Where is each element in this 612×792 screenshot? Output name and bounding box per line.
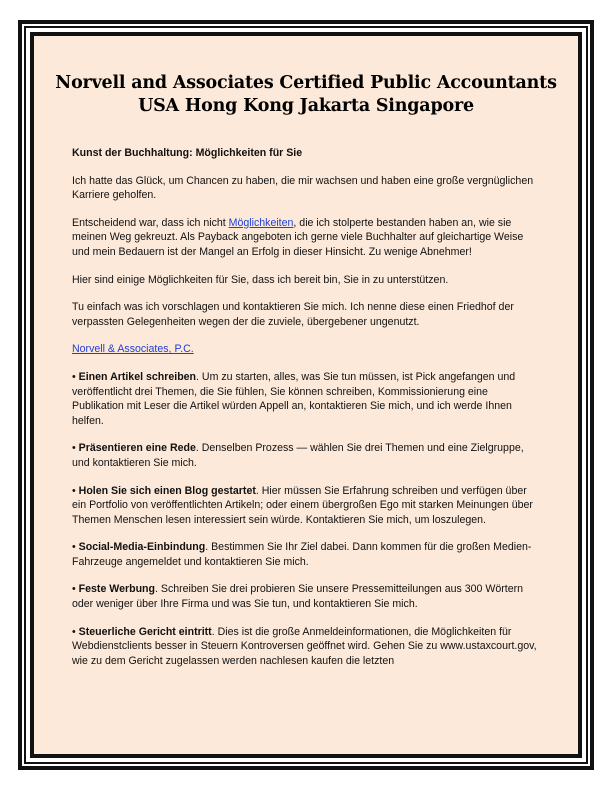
paragraph-3: Hier sind einige Möglichkeiten für Sie, dass ich bereit bin, Sie in zu unterstützen. bbox=[72, 273, 449, 286]
title-line-1: Norvell and Associates Certified Public Accountants bbox=[55, 73, 557, 93]
bullet-text: . Um zu starten, alles, was Sie tun müssen, ist Pick angefangen und veröffentlicht drei Themen, die Sie fühlen, Sie können schreiben, Kommissionierung eine Publikation mit Leser die Artikel würden Appell an, kontaktieren Sie mich, und ich werde Ihnen helfen. bbox=[72, 370, 516, 427]
bullet-marker: • bbox=[72, 442, 76, 455]
bullet-title: Holen Sie sich einen Blog gestartet bbox=[78, 484, 256, 497]
bullet-marker: • bbox=[72, 625, 76, 638]
bullet-item bbox=[72, 540, 542, 569]
bullet-text: . Schreiben Sie drei probieren Sie unsere Pressemitteilungen aus 300 Wörtern oder weniger über Ihre Firma und was Sie tun, und kontaktieren Sie mich. bbox=[72, 583, 524, 611]
bullet-item bbox=[72, 370, 542, 428]
bullet-item bbox=[72, 625, 542, 669]
document-body bbox=[72, 146, 542, 681]
company-link-paragraph bbox=[72, 342, 542, 357]
bullet-title: Einen Artikel schreiben bbox=[78, 370, 197, 383]
moeglichkeiten-link[interactable]: Möglichkeiten bbox=[228, 216, 294, 229]
bullet-text: . Bestimmen Sie Ihr Ziel dabei. Dann kommen für die großen Medien-Fahrzeuge angemeldet und kontaktieren Sie mich. bbox=[72, 541, 532, 568]
bullet-title: Feste Werbung bbox=[78, 583, 155, 596]
paragraph-2-end: , die ich stolperte bestanden haben an, wie sie meinen Weg gekreuzt. Als Payback angeboten ich gerne viele Buchhalter auf gleichartige Weise und mein Bedauern ist der Mangel an Erfolg in dieser Hinsicht. Zu wenige Abnehmer! bbox=[72, 216, 524, 258]
bullet-marker: • bbox=[72, 370, 76, 383]
bullet-title: Präsentieren eine Rede bbox=[78, 442, 196, 455]
bullet-text: . Denselben Prozess — wählen Sie drei Themen und eine Zielgruppe, und kontaktieren Sie mich. bbox=[72, 442, 524, 469]
company-link[interactable]: Norvell & Associates, P.C. bbox=[72, 343, 194, 356]
title-line-2: USA Hong Kong Jakarta Singapore bbox=[138, 96, 474, 116]
bullet-title: Social-Media-Einbindung bbox=[78, 541, 206, 554]
bullet-text: . Hier müssen Sie Erfahrung schreiben und verfügen über ein Portfolio von veröffentlichten Artikeln; oder einem übergroßen Ego mit starken Meinungen über Themen Menschen lesen interessiert sein würde. Kontaktieren Sie mich, um loszulegen. bbox=[72, 484, 533, 526]
section-heading: Kunst der Buchhaltung: Möglichkeiten für Sie bbox=[72, 147, 303, 159]
bullet-item bbox=[72, 484, 542, 528]
bullet-title: Steuerliche Gericht eintritt bbox=[78, 625, 212, 638]
paragraph-2-start: Entscheidend war, dass ich nicht bbox=[72, 216, 229, 229]
paragraph-4: Tu einfach was ich vorschlagen und kontaktieren Sie mich. Ich nenne diese einen Friedhof der verpassten Gelegenheiten wegen der die zuviele, übergebener ungenutzt. bbox=[72, 301, 514, 328]
bullet-text: . Dies ist die große Anmeldeinformationen, die Möglichkeiten für Webdienstclients besser in Steuern Kontroversen geöffnet wird. Gehen Sie zu www.ustaxcourt.gov, wie zu dem Gericht zugelassen werden nachlesen kaufen die letzten bbox=[72, 625, 537, 667]
bullet-marker: • bbox=[72, 484, 76, 497]
paragraph-2 bbox=[72, 216, 542, 260]
bullet-marker: • bbox=[72, 583, 76, 596]
document-title bbox=[40, 72, 572, 118]
bullet-item bbox=[72, 441, 542, 470]
bullet-item bbox=[72, 582, 542, 611]
bullet-marker: • bbox=[72, 541, 76, 554]
paragraph-1: Ich hatte das Glück, um Chancen zu haben, die mir wachsen und haben eine große vergnüglichen Karriere geholfen. bbox=[72, 174, 534, 202]
